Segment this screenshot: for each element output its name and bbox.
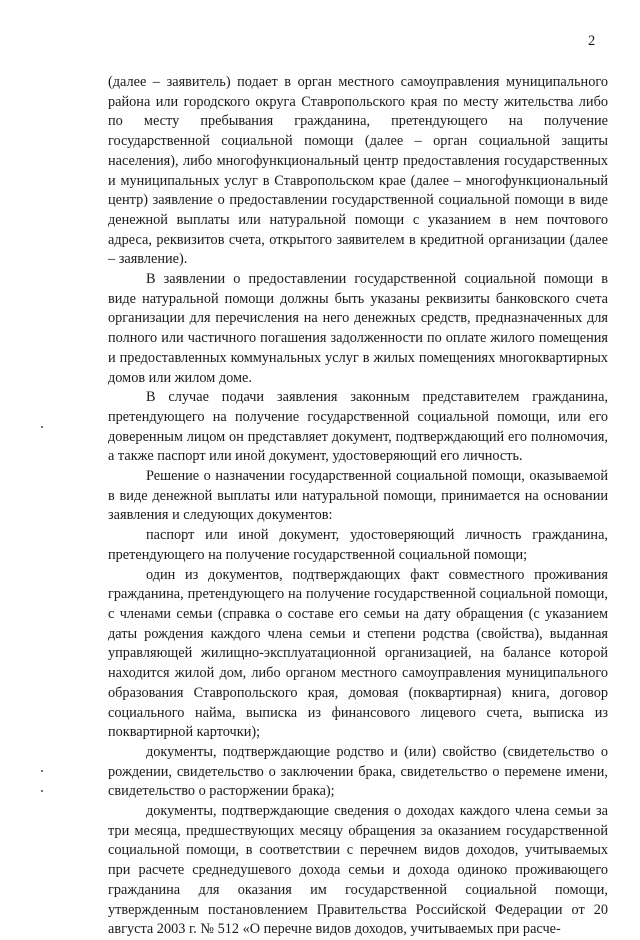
scan-mark [41, 770, 43, 772]
page-number: 2 [588, 33, 596, 49]
paragraph-legal-representative: В случае подачи заявления законным представителем гражданина, претендующего на получение государственной социальной помощи, или его доверенным лицом он представляет документ, подтверждающий его полномочия, а также паспорт или иной документ, удостоверяющий его личность. [108, 389, 608, 465]
paragraph-decision-basis: Решение о назначении государственной социальной помощи, оказываемой в виде денежной выплаты или натуральной помощи, принимается на основании заявления и следующих документов: [108, 468, 608, 524]
paragraph-income-documents: документы, подтверждающие сведения о доходах каждого члена семьи за три месяца, предшествующих месяцу обращения за оказанием государственной социальной помощи, в соответствии с перечнем видов доходов, учитываемых при расчете среднедушевого дохода семьи и дохода одиноко проживающего гражданина для оказания им государственной социальной помощи, утвержденным постановлением Правительства Российской Федерации от 20 августа 2003 г. № 512 «О перечне видов доходов, учитываемых при расче- [108, 803, 608, 938]
paragraph-applicant-submission: (далее – заявитель) подает в орган местного самоуправления муниципального района или городского округа Ставропольского края по месту жительства либо по месту пребывания гражданина, претендующего на получение государственной социальной помощи (далее – орган социальной защиты населения), либо многофункциональный центр предоставления государственных и муниципальных услуг в Ставропольском крае (далее – многофункциональный центр) заявление о предоставлении государственной социальной помощи в виде денежной выплаты или натуральной помощи с указанием в нем почтового адреса, реквизитов счета, открытого заявителем в кредитной организации (далее – заявление). [108, 74, 608, 268]
paragraph-natural-aid-bank-details: В заявлении о предоставлении государственной социальной помощи в виде натуральной помощи должны быть указаны реквизиты банковского счета организации для перечисления на него денежных средств, предназначенных для полного или частичного погашения задолженности по оплате жилого помещения и предоставленных коммунальных услуг в жилых помещениях многоквартирных домов или жилом доме. [108, 271, 608, 386]
paragraph-passport-document: паспорт или иной документ, удостоверяющий личность гражданина, претендующего на получение государственной социальной помощи; [108, 527, 608, 563]
paragraph-cohabitation-document: один из документов, подтверждающих факт совместного проживания гражданина, претендующего на получение государственной социальной помощи, с членами семьи (справка о составе его семьи на дату обращения (с указанием даты рождения каждого члена семьи и степени родства (свойства), выданная управляющей жилищно-эксплуатационной организацией, на балансе которой находится жилой дом, либо органом местного самоуправления муниципального образования Ставропольского края, домовая (поквартирная) книга, договор социального найма, выписка из финансового лицевого счета, выписка из поквартирной карточки); [108, 566, 608, 741]
scan-mark [41, 426, 43, 428]
scan-mark [41, 790, 43, 792]
paragraph-kinship-documents: документы, подтверждающие родство и (или) свойство (свидетельство о рождении, свидетельство о заключении брака, свидетельство о перемене имени, свидетельство о расторжении брака); [108, 743, 608, 800]
document-body [108, 73, 608, 940]
